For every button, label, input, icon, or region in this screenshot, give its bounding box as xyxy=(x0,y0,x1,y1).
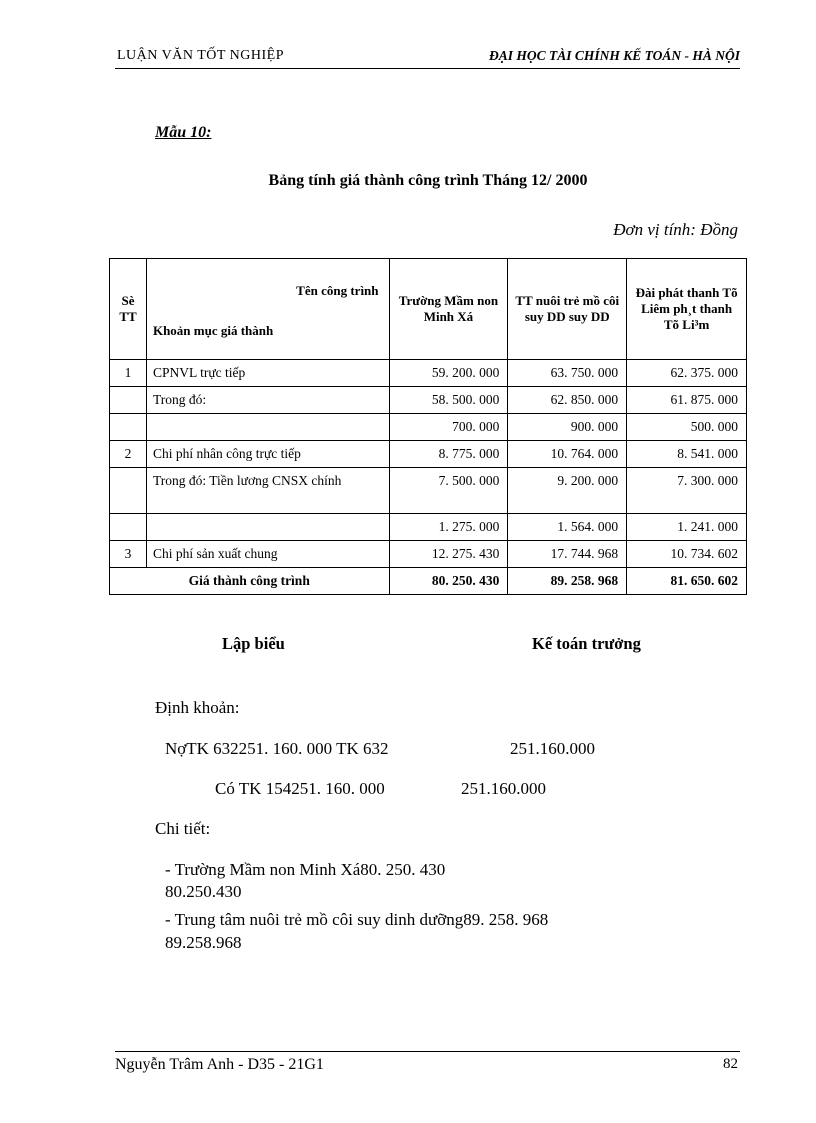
row-stt: 3 xyxy=(110,541,147,568)
header-divider xyxy=(115,68,740,69)
row-stt xyxy=(110,468,147,514)
row-v2: 63. 750. 000 xyxy=(508,360,627,387)
entry-credit-text: Có TK 154251. 160. 000 xyxy=(215,779,385,798)
row-v1: 7. 500. 000 xyxy=(389,468,508,514)
row-v3: 7. 300. 000 xyxy=(627,468,747,514)
page-title: Bảng tính giá thành công trình Tháng 12/ 2000 xyxy=(268,172,588,189)
total-v3: 81. 650. 602 xyxy=(627,568,747,595)
row-v2: 1. 564. 000 xyxy=(508,514,627,541)
row-v3: 10. 734. 602 xyxy=(627,541,747,568)
row-stt: 2 xyxy=(110,441,147,468)
table-row xyxy=(110,414,747,441)
table-row xyxy=(110,360,747,387)
row-v2: 17. 744. 968 xyxy=(508,541,627,568)
row-label: Chi phí sản xuất chung xyxy=(146,541,389,568)
row-v1: 700. 000 xyxy=(389,414,508,441)
form-label: Mẫu 10: xyxy=(155,124,212,141)
row-v2: 900. 000 xyxy=(508,414,627,441)
row-v2: 10. 764. 000 xyxy=(508,441,627,468)
header-name-top: Tên công trình xyxy=(296,283,379,298)
row-v1: 12. 275. 430 xyxy=(389,541,508,568)
table-row xyxy=(110,387,747,414)
row-v2: 62. 850. 000 xyxy=(508,387,627,414)
cost-table xyxy=(109,258,747,595)
total-label: Giá thành công trình xyxy=(110,568,390,595)
header-name-bottom: Khoản mục giá thành xyxy=(152,323,274,338)
entry-debit-amount: 251.160.000 xyxy=(510,739,595,758)
header-left: LUẬN VĂN TỐT NGHIỆP xyxy=(117,48,284,63)
row-stt xyxy=(110,387,147,414)
total-v1: 80. 250. 430 xyxy=(389,568,508,595)
row-v2: 9. 200. 000 xyxy=(508,468,627,514)
entry-debit-text: NợTK 632251. 160. 000 TK 632 xyxy=(165,739,389,758)
header-col1: Trường Mầm non Minh Xá xyxy=(389,259,508,360)
table-header-row xyxy=(110,259,747,360)
row-stt xyxy=(110,414,147,441)
row-stt: 1 xyxy=(110,360,147,387)
header-col3: Đài phát thanh Tõ Liêm ph¸t thanh Tõ Li³m xyxy=(627,259,747,360)
table-row xyxy=(110,541,747,568)
unit-label: Đơn vị tính: Đồng xyxy=(613,220,738,239)
row-v1: 59. 200. 000 xyxy=(389,360,508,387)
entry-credit-amount: 251.160.000 xyxy=(461,779,546,798)
table-row xyxy=(110,468,747,514)
row-v1: 8. 775. 000 xyxy=(389,441,508,468)
header-col2: TT nuôi trẻ mồ côi suy DD suy DD xyxy=(508,259,627,360)
detail-heading: Chi tiết: xyxy=(155,819,211,838)
row-v3: 62. 375. 000 xyxy=(627,360,747,387)
detail-item-1: - Trường Mầm non Minh Xá80. 250. 430 xyxy=(165,860,446,879)
table-row xyxy=(110,514,747,541)
total-v2: 89. 258. 968 xyxy=(508,568,627,595)
table-row xyxy=(110,441,747,468)
row-v1: 1. 275. 000 xyxy=(389,514,508,541)
row-label: Chi phí nhân công trực tiếp xyxy=(146,441,389,468)
row-label xyxy=(146,514,389,541)
footer-divider xyxy=(115,1051,740,1052)
row-stt xyxy=(110,514,147,541)
footer-author: Nguyễn Trâm Anh - D35 - 21G1 xyxy=(115,1056,324,1073)
signature-chief-accountant: Kế toán trưởng xyxy=(532,634,641,653)
row-label: Trong đó: xyxy=(146,387,389,414)
header-right: ĐẠI HỌC TÀI CHÍNH KẾ TOÁN - HÀ NỘI xyxy=(488,48,740,63)
header-stt: Sè TT xyxy=(110,259,147,360)
row-label: Trong đó: Tiền lương CNSX chính xyxy=(146,468,389,514)
detail-item-1-amount: 80.250.430 xyxy=(165,882,242,901)
detail-item-2-amount: 89.258.968 xyxy=(165,933,242,952)
row-v1: 58. 500. 000 xyxy=(389,387,508,414)
table-total-row xyxy=(110,568,747,595)
row-label: CPNVL trực tiếp xyxy=(146,360,389,387)
page-number: 82 xyxy=(723,1056,738,1072)
signature-preparer: Lập biểu xyxy=(222,634,285,653)
row-v3: 1. 241. 000 xyxy=(627,514,747,541)
row-v3: 61. 875. 000 xyxy=(627,387,747,414)
row-label xyxy=(146,414,389,441)
entry-heading: Định khoản: xyxy=(155,698,240,717)
header-name-cell xyxy=(146,259,389,360)
detail-item-2: - Trung tâm nuôi trẻ mồ côi suy dinh dưỡng89. 258. 968 xyxy=(165,910,549,929)
row-v3: 500. 000 xyxy=(627,414,747,441)
row-v3: 8. 541. 000 xyxy=(627,441,747,468)
